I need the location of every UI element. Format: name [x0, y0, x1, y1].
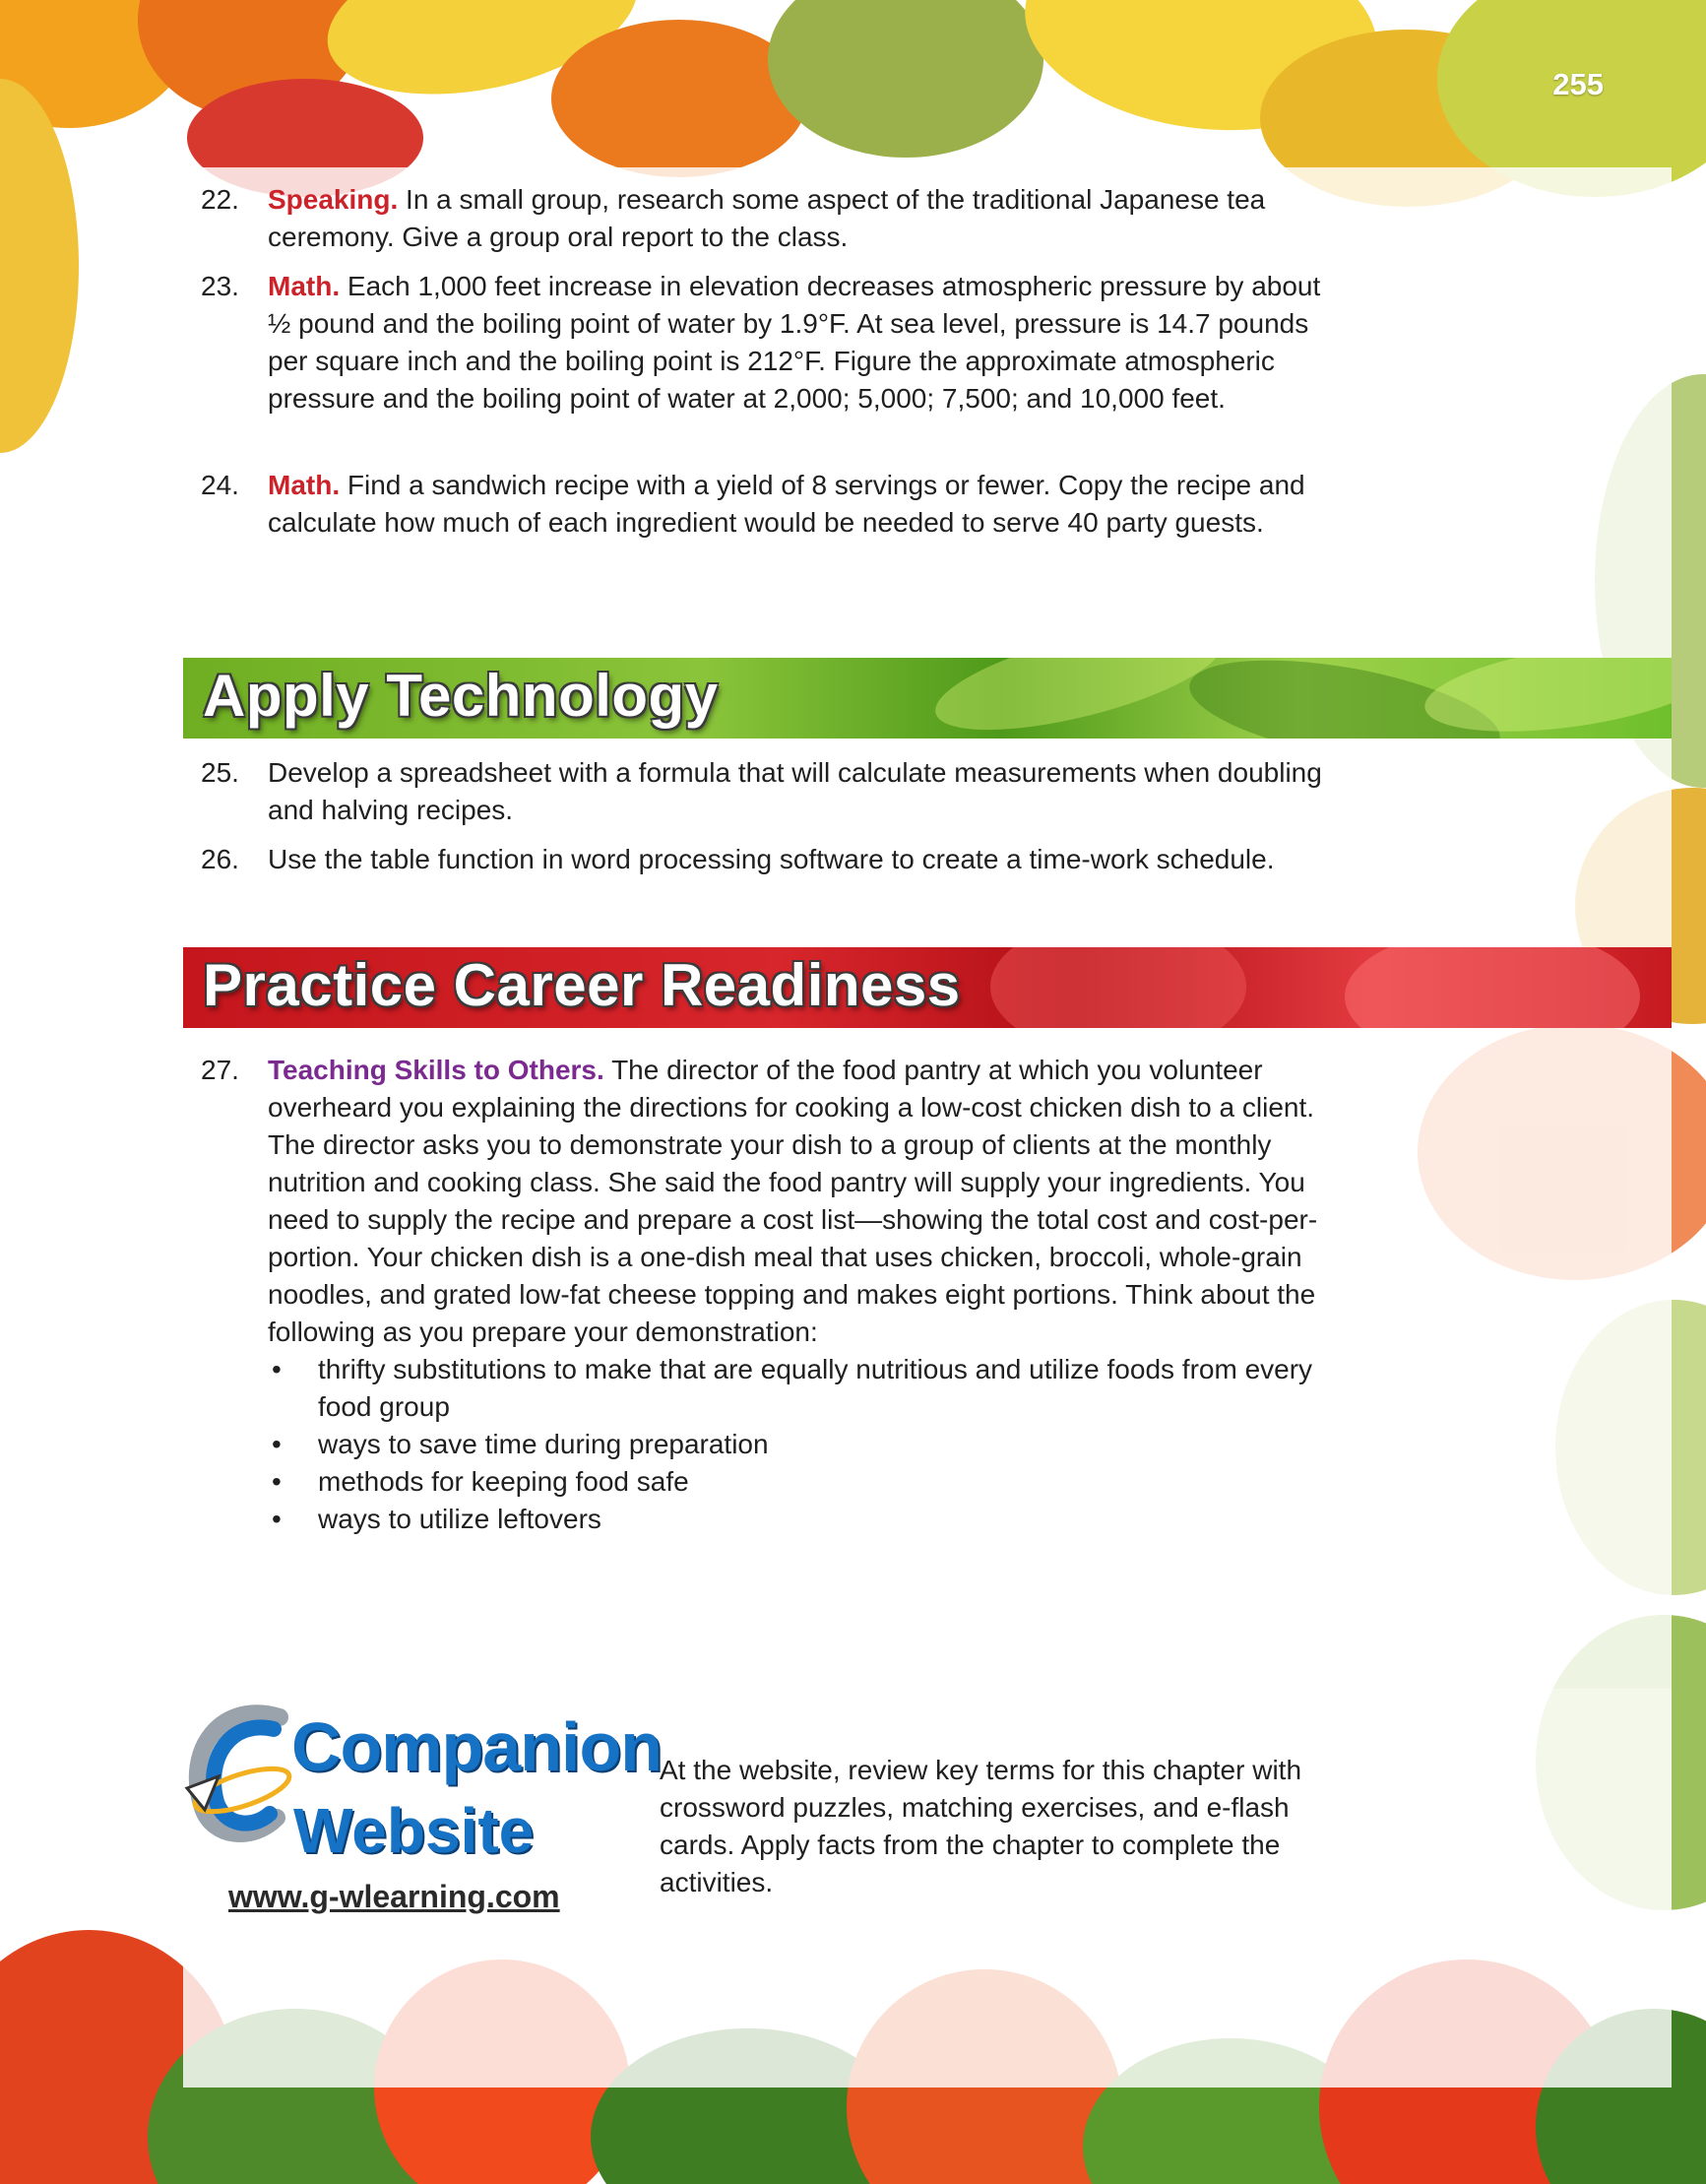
item-lead: Teaching Skills to Others. [268, 1055, 604, 1085]
item-number: 24. [201, 470, 239, 500]
bullet-item: • thrifty substitutions to make that are equally nutritious and utilize foods from every food group [268, 1351, 1345, 1426]
bullet-list [268, 1351, 1345, 1538]
item-text: Find a sandwich recipe with a yield of 8 servings or fewer. Copy the recipe and calculate how much of each ingredient would be needed to serve 40 party guests. [268, 470, 1305, 538]
item-text: Each 1,000 feet increase in elevation decreases atmospheric pressure by about ½ pound and the boiling point of water by 1.9°F. At sea level, pressure is 14.7 pounds per square inch and the boiling point is 212°F. Figure the approximate atmospheric pressure and the boiling point of water at 2,000; 5,000; 7,500; and 10,000 feet. [268, 271, 1321, 414]
tomato-image [990, 947, 1246, 1028]
bullet-item: • ways to utilize leftovers [268, 1501, 1345, 1538]
companion-website-logo [183, 1690, 662, 1926]
item-body [268, 268, 1345, 418]
logo-swoosh-icon [183, 1700, 301, 1847]
item-number: 27. [201, 1055, 239, 1085]
section-title: Apply Technology [203, 663, 719, 729]
item-lead: Speaking. [268, 184, 399, 215]
item-text: Develop a spreadsheet with a formula that will calculate measurements when doubling and halving recipes. [268, 757, 1322, 825]
item-number: 25. [201, 757, 239, 788]
logo-word-companion: Companion [291, 1708, 662, 1785]
item-body [268, 181, 1345, 256]
activity-item [183, 1052, 1345, 1538]
page-number: 255 [1552, 67, 1604, 101]
apply-technology-banner [183, 658, 1672, 739]
activity-item [183, 268, 1345, 418]
career-readiness-banner [183, 947, 1672, 1028]
activity-item [183, 181, 1345, 256]
activity-item [183, 841, 1345, 878]
activity-item [183, 467, 1345, 542]
item-text: In a small group, research some aspect of the traditional Japanese tea ceremony. Give a group oral report to the class. [268, 184, 1266, 252]
item-number: 22. [201, 184, 239, 215]
pineapple-image [768, 0, 1043, 158]
item-lead: Math. [268, 271, 341, 301]
item-number: 23. [201, 271, 239, 301]
tomato-image [1345, 947, 1640, 1028]
item-text: The director of the food pantry at which you volunteer overheard you explaining the directions for cooking a low-cost chicken dish to a client. The director asks you to demonstrate your dish to a group of clients at the monthly nutrition and cooking class. She said the food pantry will supply your ingredients. You need to supply the recipe and prepare a cost list—showing the total cost and cost-per-portion. Your chicken dish is a one-dish meal that uses chicken, broccoli, whole-grain noodles, and grated low-fat cheese topping and makes eight portions. Think about the following as you prepare your demonstration: [268, 1055, 1318, 1347]
item-body [268, 467, 1345, 542]
companion-description: At the website, review key terms for this chapter with crossword puzzles, matching exercises, and e-flash cards. Apply facts from the chapter to complete the activities. [660, 1755, 1302, 1897]
pea-pod-image [1420, 658, 1672, 739]
item-body [268, 1052, 1345, 1538]
companion-url-link[interactable]: www.g-wlearning.com [228, 1879, 560, 1914]
bullet-item: • methods for keeping food safe [268, 1463, 1345, 1501]
item-lead: Math. [268, 470, 341, 500]
bullet-item: • ways to save time during preparation [268, 1426, 1345, 1463]
section-title: Practice Career Readiness [203, 952, 961, 1018]
item-number: 26. [201, 844, 239, 874]
pea-pod-image [926, 658, 1232, 739]
item-text: Use the table function in word processing software to create a time-work schedule. [268, 844, 1275, 874]
activity-item [183, 754, 1345, 829]
lemon-image [0, 79, 79, 453]
logo-word-website: Website [293, 1795, 535, 1866]
